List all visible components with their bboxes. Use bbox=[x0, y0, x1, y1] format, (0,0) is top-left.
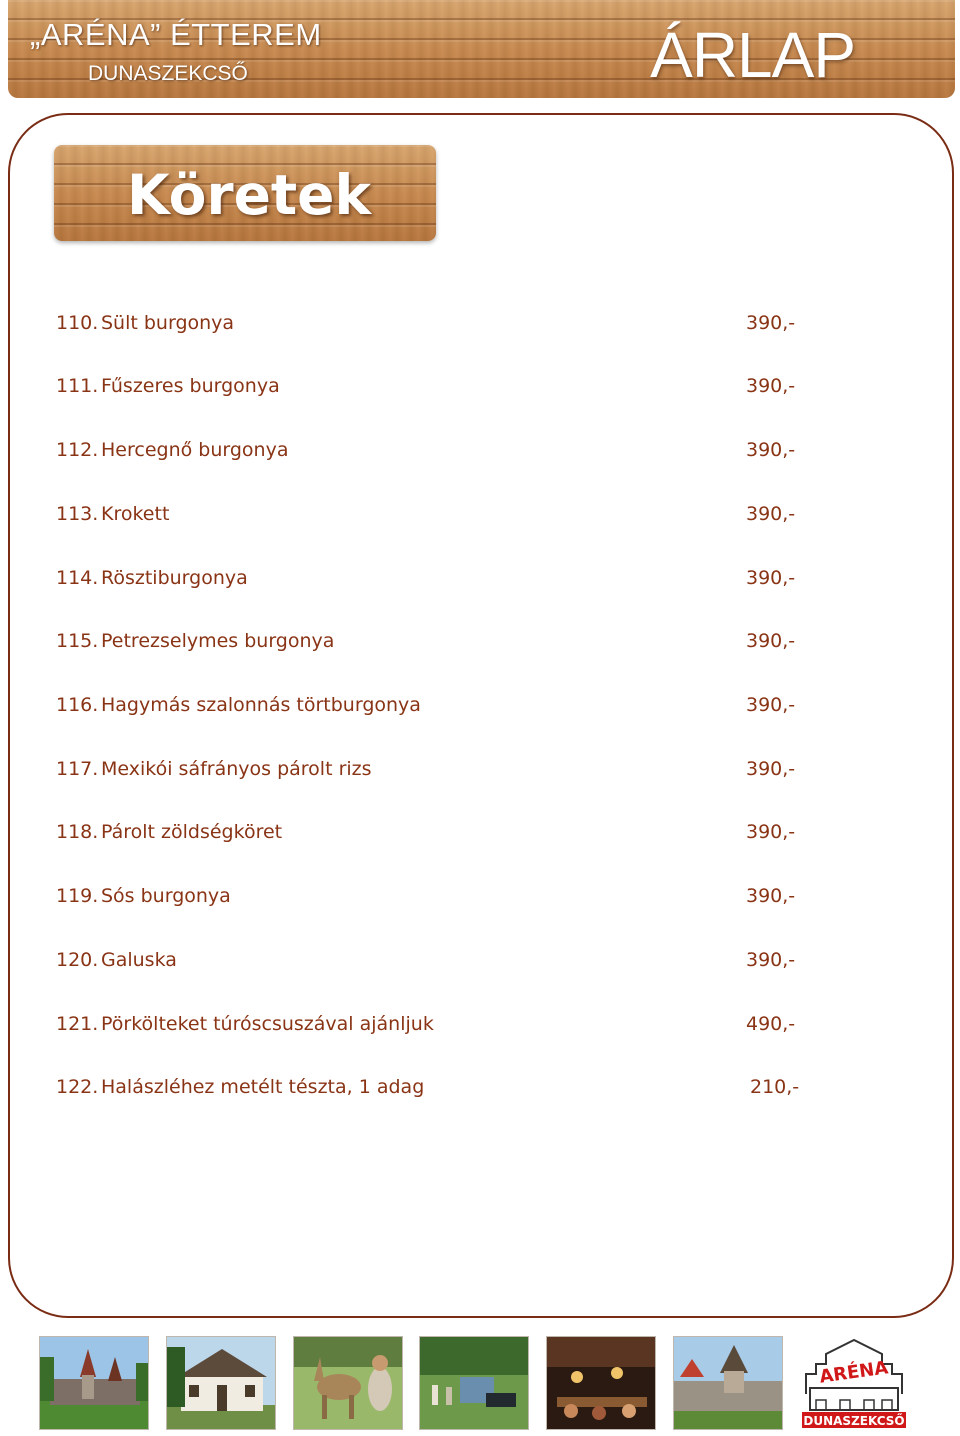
item-number: 119. bbox=[56, 885, 99, 907]
item-name: Hagymás szalonnás törtburgonya bbox=[101, 694, 421, 716]
item-price: 390,- bbox=[746, 375, 796, 397]
item-number: 116. bbox=[56, 694, 99, 716]
item-number: 118. bbox=[56, 821, 99, 843]
item-price: 390,- bbox=[746, 312, 796, 334]
photo-dining-hall bbox=[546, 1336, 656, 1430]
item-price: 390,- bbox=[746, 694, 796, 716]
item-number: 111. bbox=[56, 375, 99, 397]
page-title: ÁRLAP bbox=[650, 19, 855, 91]
menu-item bbox=[56, 949, 816, 979]
item-price: 390,- bbox=[746, 949, 796, 971]
item-name: Petrezselymes burgonya bbox=[101, 630, 335, 652]
section-title: Köretek bbox=[127, 163, 372, 227]
svg-text:DUNASZEKCSŐ: DUNASZEKCSŐ bbox=[803, 1414, 905, 1428]
item-name: Krokett bbox=[101, 503, 170, 525]
photo-fortress bbox=[673, 1336, 783, 1430]
menu-item bbox=[56, 630, 816, 660]
menu-item bbox=[56, 375, 816, 405]
item-name: Sült burgonya bbox=[101, 312, 235, 334]
photo-camping bbox=[419, 1336, 529, 1430]
menu-item bbox=[56, 1076, 816, 1106]
item-name: Hercegnő burgonya bbox=[101, 439, 289, 461]
menu-item bbox=[56, 821, 816, 851]
item-price: 390,- bbox=[746, 885, 796, 907]
section-banner bbox=[54, 145, 436, 241]
item-name: Fűszeres burgonya bbox=[101, 375, 280, 397]
item-name: Pörkölteket túróscsuszával ajánljuk bbox=[101, 1013, 434, 1035]
item-name: Párolt zöldségköret bbox=[101, 821, 283, 843]
menu-item bbox=[56, 885, 816, 915]
menu-item bbox=[56, 439, 816, 469]
menu-item bbox=[56, 758, 816, 788]
restaurant-town: DUNASZEKCSŐ bbox=[88, 62, 248, 85]
menu-item bbox=[56, 1013, 816, 1043]
item-price: 390,- bbox=[746, 503, 796, 525]
restaurant-name: „ARÉNA” ÉTTEREM bbox=[30, 17, 322, 52]
menu-item bbox=[56, 567, 816, 597]
menu-item bbox=[56, 694, 816, 724]
photo-house bbox=[166, 1336, 276, 1430]
item-number: 110. bbox=[56, 312, 99, 334]
header-banner bbox=[8, 0, 955, 98]
item-number: 117. bbox=[56, 758, 99, 780]
photo-donkey bbox=[293, 1336, 403, 1430]
photo-strip bbox=[0, 1330, 960, 1433]
restaurant-logo bbox=[796, 1334, 912, 1432]
item-name: Galuska bbox=[101, 949, 177, 971]
item-number: 121. bbox=[56, 1013, 99, 1035]
item-name: Mexikói sáfrányos párolt rizs bbox=[101, 758, 372, 780]
item-price: 390,- bbox=[746, 630, 796, 652]
item-price: 390,- bbox=[746, 758, 796, 780]
menu-item bbox=[56, 503, 816, 533]
svg-text:ARÉNA: ARÉNA bbox=[818, 1357, 890, 1388]
item-name: Rösztiburgonya bbox=[101, 567, 248, 589]
item-number: 114. bbox=[56, 567, 99, 589]
item-price: 490,- bbox=[746, 1013, 796, 1035]
item-number: 112. bbox=[56, 439, 99, 461]
photo-castle bbox=[39, 1336, 149, 1430]
item-number: 120. bbox=[56, 949, 99, 971]
item-name: Halászléhez metélt tészta, 1 adag bbox=[101, 1076, 425, 1098]
item-name: Sós burgonya bbox=[101, 885, 231, 907]
item-number: 122. bbox=[56, 1076, 99, 1098]
item-number: 115. bbox=[56, 630, 99, 652]
item-number: 113. bbox=[56, 503, 99, 525]
item-price: 390,- bbox=[746, 567, 796, 589]
menu-item bbox=[56, 312, 816, 342]
item-price: 390,- bbox=[746, 821, 796, 843]
item-price: 390,- bbox=[746, 439, 796, 461]
item-price: 210,- bbox=[750, 1076, 800, 1098]
